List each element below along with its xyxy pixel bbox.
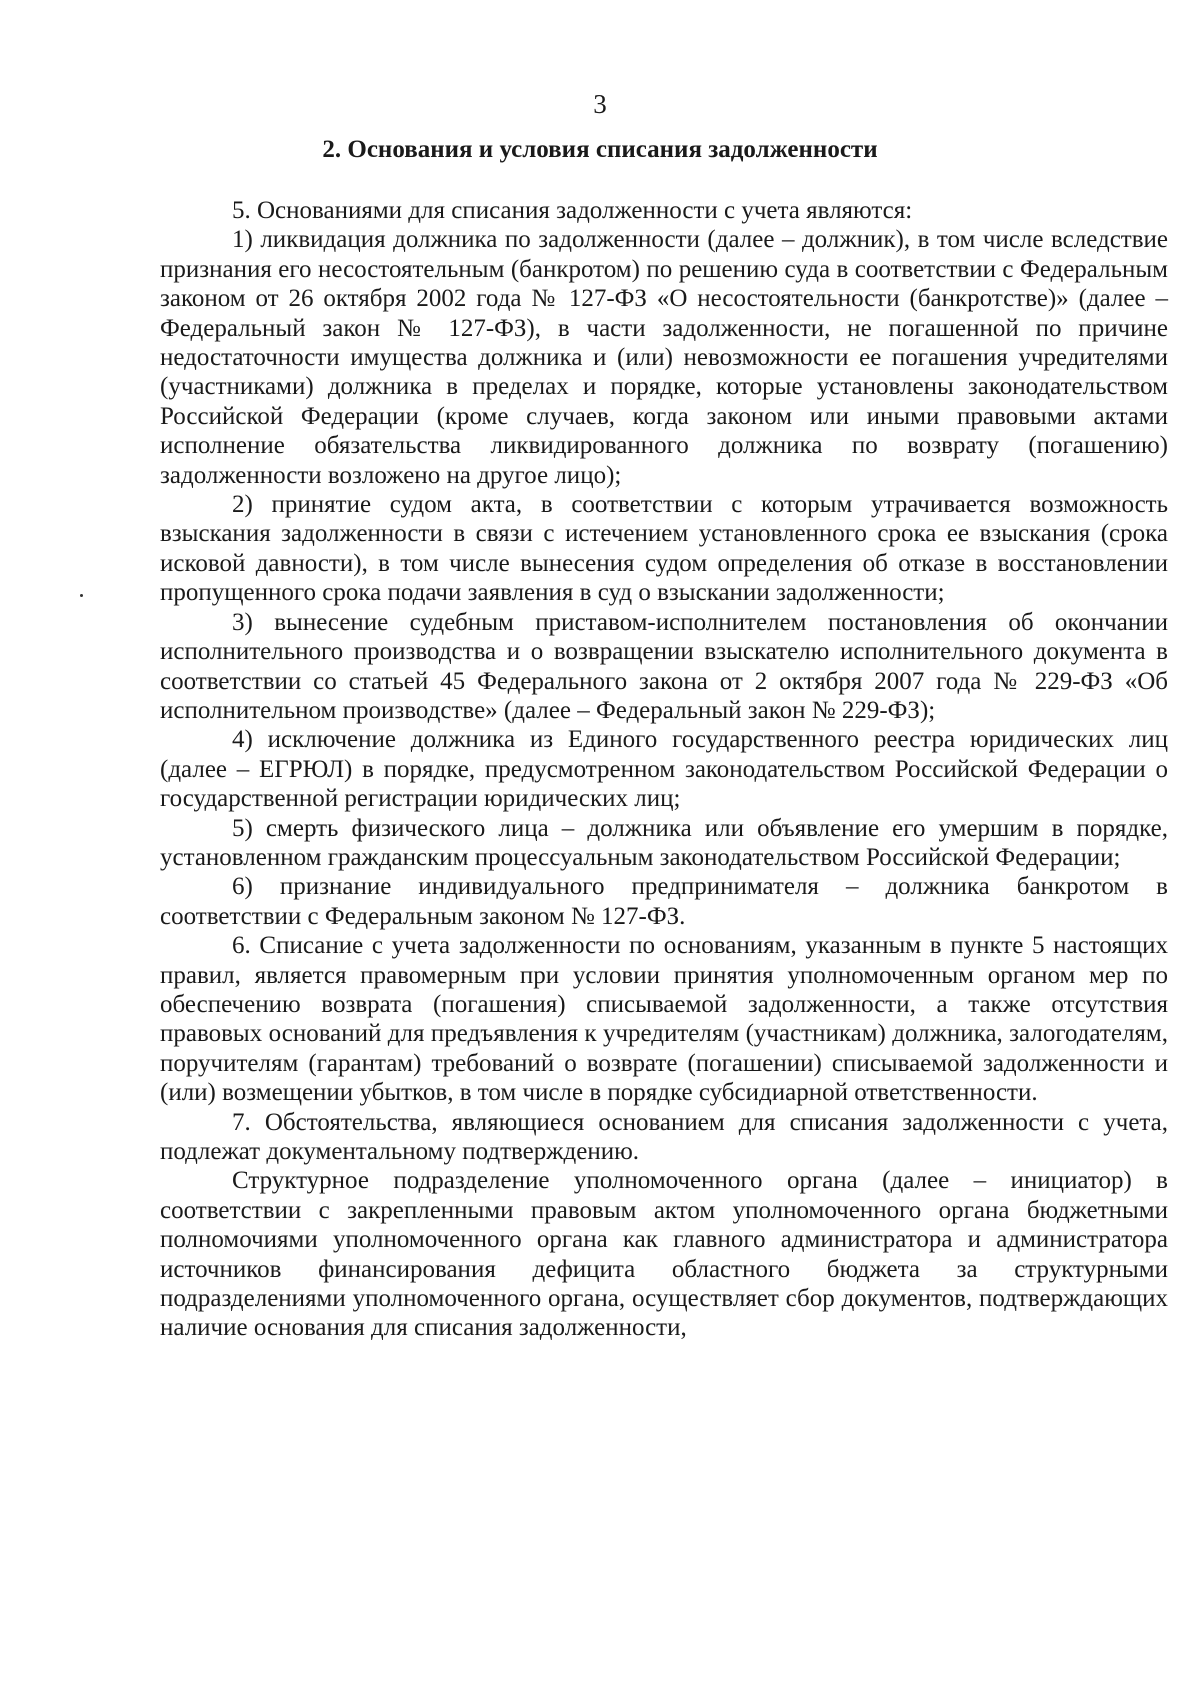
paragraph-initiator: Структурное подразделение уполномоченного органа (далее – инициатор) в соответствии с закрепленными правовым актом уполномоченного органа бюджетными полномочиями уполномоченного органа как главного администратора и администратора источников финансирования дефицита областного бюджета за структурными подразделениями уполномоченного органа, осуществляет сбор документов, подтверждающих наличие основания для списания задолженности, (160, 1167, 1168, 1342)
paragraph-item-1: 1) ликвидация должника по задолженности (далее – должник), в том числе вследствие признания его несостоятельным (банкротом) по решению суда в соответствии с Федеральным законом от 26 октября 2002 года № 127-ФЗ «О несостоятельности (банкротстве)» (далее – Федеральный закон № 127-ФЗ), в части задолженности, не погашенной по причине недостаточности имущества должника и (или) невозможности ее погашения учредителями (участниками) должника в пределах и порядке, которые установлены законодательством Российской Федерации (кроме случаев, когда законом или иными правовыми актами исполнение обязательства ликвидированного должника по возврату (погашению) задолженности возложено на другое лицо); (160, 226, 1168, 489)
paragraph-item-5: 5) смерть физического лица – должника или объявление его умершим в порядке, установленном гражданским процессуальным законодательством Российской Федерации; (160, 814, 1168, 871)
paragraph-item-4: 4) исключение должника из Единого государственного реестра юридических лиц (далее – ЕГРЮЛ) в порядке, предусмотренном законодательством Российской Федерации о государственной регистрации юридических лиц; (160, 726, 1168, 813)
paragraph-item-6: 6) признание индивидуального предпринимателя – должника банкротом в соответствии с Федеральным законом № 127-ФЗ. (160, 873, 1168, 930)
document-body (160, 196, 1168, 1343)
page-number: 3 (593, 89, 607, 119)
paragraph-item-2: 2) принятие судом акта, в соответствии с которым утрачивается возможность взыскания задолженности в связи с истечением установленного срока ее взыскания (срока исковой давности), в том числе вынесения судом определения об отказе в восстановлении пропущенного срока подачи заявления в суд о взыскании задолженности; (160, 491, 1168, 607)
paragraph-clause-6: 6. Списание с учета задолженности по основаниям, указанным в пункте 5 настоящих правил, является правомерным при условии принятия уполномоченным органом мер по обеспечению возврата (погашения) списываемой задолженности, а также отсутствия правовых оснований для предъявления к учредителям (участникам) должника, залогодателям, поручителям (гарантам) требований о возврате (погашении) списываемой задолженности и (или) возмещении убытков, в том числе в порядке субсидиарной ответственности. (160, 932, 1168, 1107)
paragraph-clause-7: 7. Обстоятельства, являющиеся основанием для списания задолженности с учета, подлежат документальному подтверждению. (160, 1108, 1168, 1165)
section-title: 2. Основания и условия списания задолженности (322, 136, 878, 163)
paragraph-clause-5: 5. Основаниями для списания задолженности с учета являются: (232, 197, 913, 224)
paragraph-item-3: 3) вынесение судебным приставом-исполнителем постановления об окончании исполнительного производства и о возвращении взыскателю исполнительного документа в соответствии со статьей 45 Федерального закона от 2 октября 2007 года № 229-ФЗ «Об исполнительном производстве» (далее – Федеральный закон № 229-ФЗ); (160, 608, 1168, 724)
scan-speck (80, 594, 83, 597)
